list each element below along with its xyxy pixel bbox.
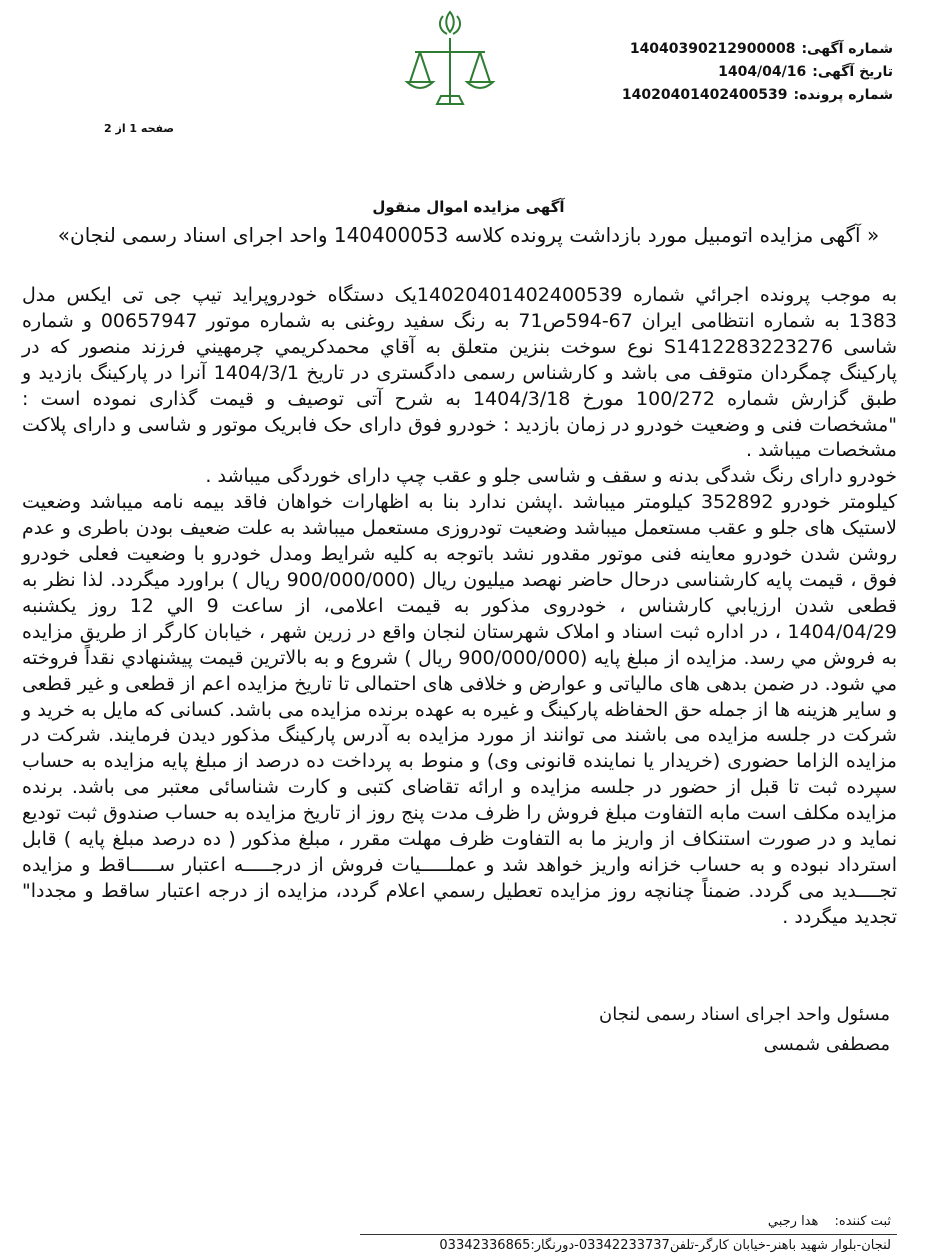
notice-subtitle: « آگهی مزایده اتومبیل مورد بازداشت پرونده کلاسه 140400053 واحد اجرای اسناد رسمی لنجان» <box>57 223 880 247</box>
signatory-title: مسئول واحد اجرای اسناد رسمی لنجان <box>599 1004 890 1025</box>
footer-address: لنجان-بلوار شهید باهنر-خیابان کارگر-تلفن03342233737-دورنگار:03342336865 <box>439 1238 891 1253</box>
page-number: صفحه 1 از 2 <box>104 122 175 135</box>
notice-number-label: شماره آگهی: <box>801 41 893 57</box>
registrar-label: ثبت کننده: <box>834 1214 891 1229</box>
notice-number: 14040390212900008 <box>629 41 796 57</box>
registrar-line <box>756 1214 891 1229</box>
registrar-name: هدا رجبي <box>767 1214 819 1229</box>
notice-meta <box>553 38 893 107</box>
notice-title: آگهی مزایده اموال منقول <box>372 198 565 216</box>
file-number: 14020401402400539 <box>621 87 788 103</box>
notice-body <box>22 283 897 931</box>
footer-divider <box>360 1234 897 1235</box>
body-paragraph: به موجب پرونده اجرائي شماره 14020401402400539يک دستگاه خودروپراید تیپ جی تی ایکس مدل 1383 به شماره انتظامی ایران 67-594ص71 به رنگ سفید روغنی به شماره موتور 00657947 و شماره شاسی S1412283223276 نوع سوخت بنزین متعلق به آقاي محمدکريمي چرمهيني فرزند منصور که در پارکینگ چمگردان متوقف می باشد و کارشناس رسمی دادگستری در تاریخ 1404/3/1 آنرا در پارکینگ بازدید و طبق گزارش شماره 100/272 مورخ 1404/3/18 به شرح آتی توصیف و قیمت گذاری نموده است : "مشخصات فنی و وضعیت خودرو در زمان بازدید : خودرو فوق دارای حک فابریک موتور و شاسی و دارای پلاکت مشخصات میباشد . <box>22 284 898 462</box>
body-paragraph: کیلومتر خودرو 352892 کیلومتر میباشد .اپشن ندارد بنا به اظهارات خواهان فاقد بیمه نامه میباشد وضعیت لاستیک های جلو و عقب مستعمل میباشد وضعیت تودروزی مستعمل میباشد به علت ضعیف بودن باطری و عدم روشن شدن خودرو معاینه فنی موتور مقدور نشد باتوجه به کلیه شرایط ومدل خودرو با وضعیت فعلی خودرو فوق ، قیمت پایه کارشناسی درحال حاضر نهصد میلیون ریال (900/000/000 ریال ) براورد میگردد. لذا نظر به قطعی شدن ارزيابي کارشناس ، خودروی مذکور به قیمت اعلامی، از ساعت 9 الي 12 روز یکشنبه 1404/04/29 ، در اداره ثبت اسناد و املاک شهرستان لنجان واقع در زرین شهر ، خيابان کارگر از طريق مزايده به فروش مي رسد. مزايده از مبلغ پايه (900/000/000 ريال ) شروع و به بالاترين قيمت پيشنهادي نقداً فروخته مي شود. در ضمن بدهی های مالیاتی و عوارض و خلافی های احتمالی تا تاریخ مزایده اعم از قطعی و غیر قطعی و سایر هزینه ها از جمله حق الحفاظه پارکینگ و غیره به عهده برنده مزایده می باشد. کسانی که مایل به خرید و شرکت در جلسه مزایده می باشند می توانند از مورد مزایده به آدرس پارکینگ مذکور دیدن فرمایند. شرکت در مزایده الزاما حضوری (خریدار یا نماینده قانونی وی) و منوط به پرداخت ده درصد از مبلغ پایه مزایده به حساب سپرده ثبت تا قبل از حضور در جلسه مزایده و ارائه تقاضای کتبی و کارت شناسائی معتبر می باشد. برنده مزایده مکلف است مابه التفاوت مبلغ فروش را ظرف مدت پنج روز از تاریخ مزایده به حساب صندوق ثبت تودیع نماید و در صورت استنکاف از واریز ما به التفاوت ظرف مهلت مقرر ، مبلغ مذکور ( ده درصد مبلغ پایه ) قابل استرداد نبوده و به حساب خزانه واریز خواهد شد و عملـــــیات فروش از درجـــــه اعتبار ســـــاقط و مزایده تجــــدید می گردد. ضمناً چنانچه روز مزايده تعطيل رسمي اعلام گردد، مزايده از درجه اعتبار ساقط و مجددا" تجديد ميگردد . <box>22 491 898 928</box>
body-paragraph: خودرو دارای رنگ شدگی بدنه و سقف و شاسی جلو و عقب چپ دارای خوردگی میباشد . <box>205 465 897 488</box>
signatory-name: مصطفی شمسی <box>763 1034 890 1055</box>
judiciary-emblem <box>375 4 525 164</box>
notice-date-label: تاریخ آگهی: <box>812 64 893 80</box>
file-number-row <box>553 84 893 107</box>
file-number-label: شماره پرونده: <box>793 87 893 103</box>
notice-date-row <box>553 61 893 84</box>
notice-date: 1404/04/16 <box>718 64 807 80</box>
notice-number-row <box>553 38 893 61</box>
signature-block <box>599 1000 890 1060</box>
